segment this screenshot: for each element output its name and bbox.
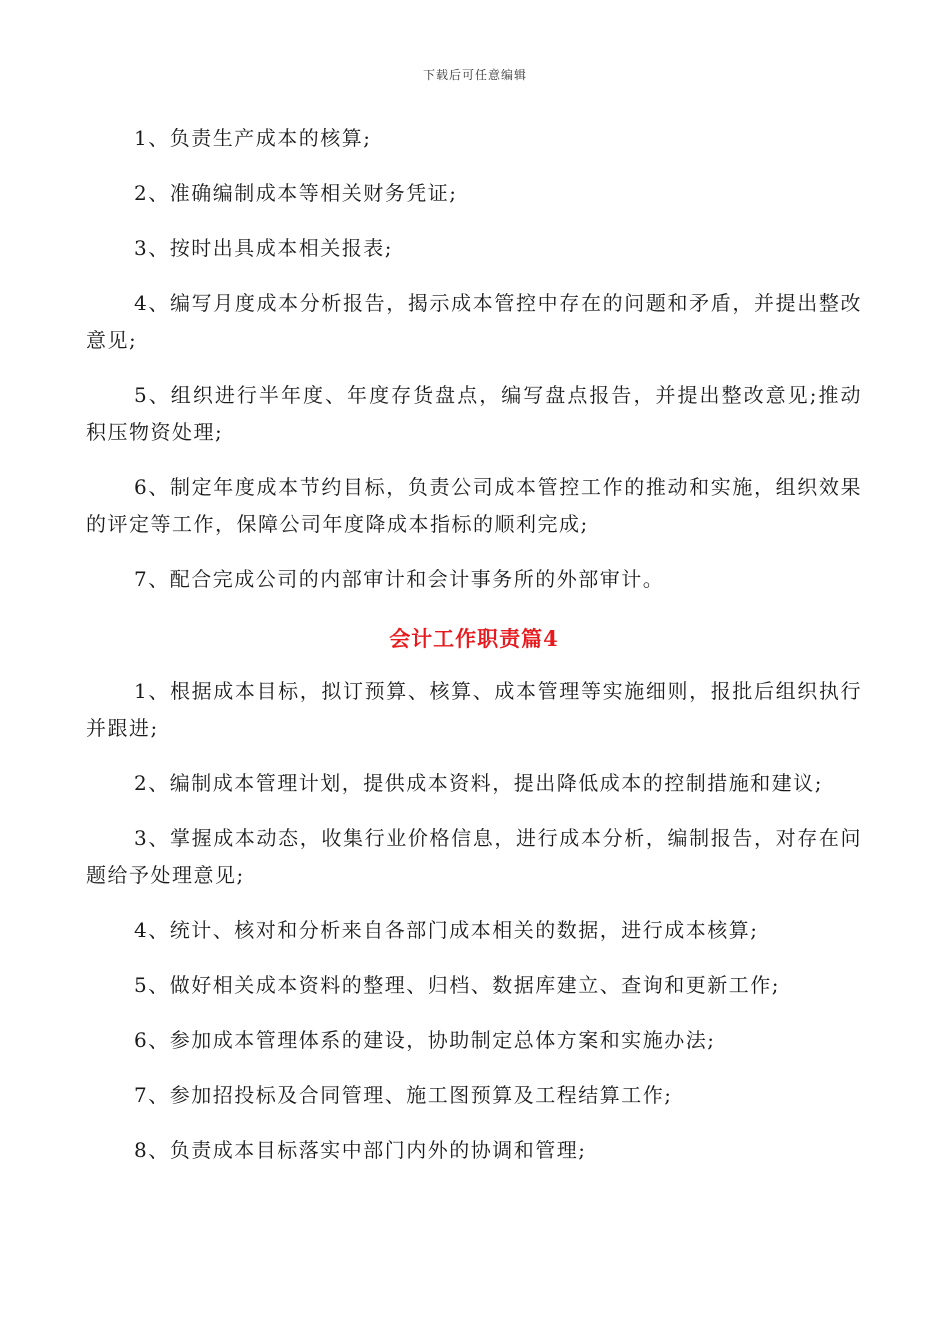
section-title: 会计工作职责篇4 bbox=[389, 626, 559, 651]
list-item: 5、做好相关成本资料的整理、归档、数据库建立、查询和更新工作; bbox=[134, 973, 780, 997]
list-item: 4、统计、核对和分析来自各部门成本相关的数据，进行成本核算; bbox=[134, 918, 759, 942]
list-item: 5、组织进行半年度、年度存货盘点，编写盘点报告，并提出整改意见;推动积压物资处理; bbox=[86, 383, 862, 444]
list-item: 2、准确编制成本等相关财务凭证; bbox=[134, 181, 458, 205]
list-item: 3、掌握成本动态，收集行业价格信息，进行成本分析，编制报告，对存在问题给予处理意见; bbox=[86, 826, 862, 887]
list-item: 8、负责成本目标落实中部门内外的协调和管理; bbox=[134, 1138, 587, 1162]
list-item: 4、编写月度成本分析报告，揭示成本管控中存在的问题和矛盾，并提出整改意见; bbox=[86, 291, 862, 352]
document-body bbox=[86, 120, 862, 1187]
header-note: 下载后可任意编辑 bbox=[422, 68, 527, 82]
list-item: 7、参加招投标及合同管理、施工图预算及工程结算工作; bbox=[134, 1083, 673, 1107]
list-item: 7、配合完成公司的内部审计和会计事务所的外部审计。 bbox=[134, 567, 665, 591]
list-item: 6、参加成本管理体系的建设，协助制定总体方案和实施办法; bbox=[134, 1028, 716, 1052]
list-item: 1、根据成本目标，拟订预算、核算、成本管理等实施细则，报批后组织执行并跟进; bbox=[86, 679, 862, 740]
list-item: 2、编制成本管理计划，提供成本资料，提出降低成本的控制措施和建议; bbox=[134, 771, 823, 795]
list-item: 1、负责生产成本的核算; bbox=[134, 126, 372, 150]
list-item: 3、按时出具成本相关报表; bbox=[134, 236, 393, 260]
list-item: 6、制定年度成本节约目标，负责公司成本管控工作的推动和实施，组织效果的评定等工作，保障公司年度降成本指标的顺利完成; bbox=[86, 475, 862, 536]
